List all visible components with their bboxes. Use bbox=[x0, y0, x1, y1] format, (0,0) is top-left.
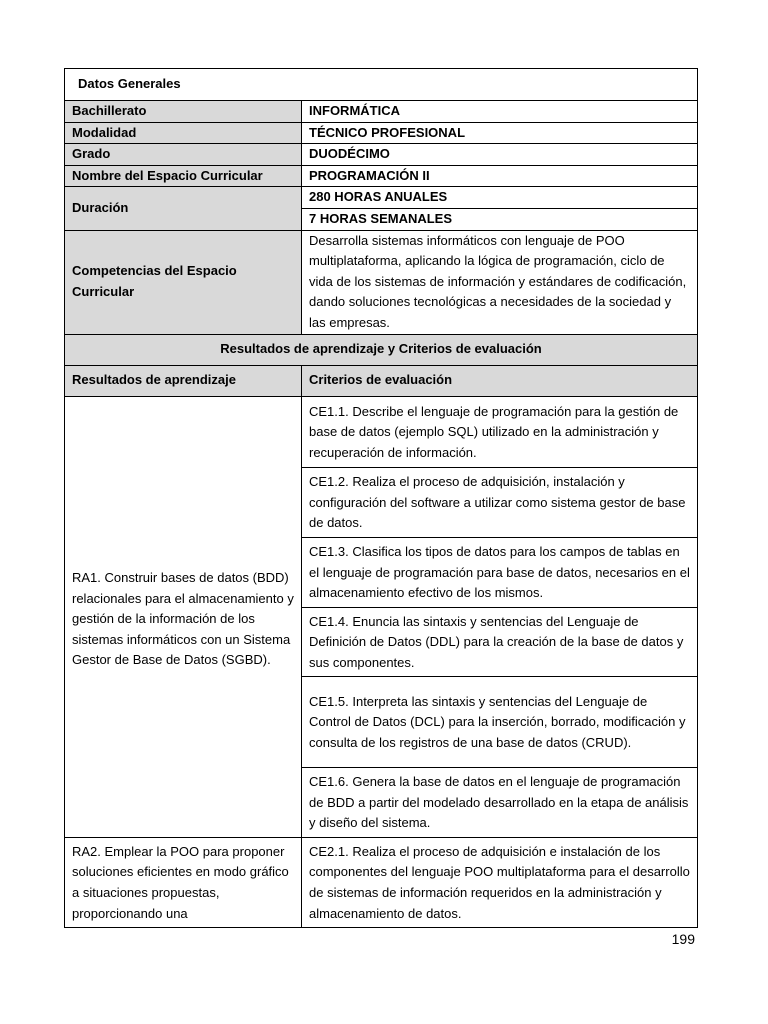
competencias-value: Desarrolla sistemas informáticos con lenguaje de POO multiplataforma, aplicando la lógica de programación, ciclo de vida de los sistemas de información y estándares de codificación, dando soluciones tecnológicas a necesidades de la sociedad y las empresas. bbox=[302, 230, 698, 334]
table-row bbox=[65, 396, 698, 467]
bachillerato-label: Bachillerato bbox=[65, 101, 302, 123]
datos-generales-header bbox=[65, 69, 698, 101]
duracion-semanal: 7 HORAS SEMANALES bbox=[302, 208, 698, 230]
section-title: Resultados de aprendizaje y Criterios de evaluación bbox=[65, 334, 698, 365]
row-duracion bbox=[65, 187, 698, 209]
ra1-text: RA1. Construir bases de datos (BDD) relacionales para el almacenamiento y gestión de la información de los sistemas informáticos con un Sistema Gestor de Base de Datos (SGBD). bbox=[65, 396, 302, 837]
col-header-criterios: Criterios de evaluación bbox=[302, 365, 698, 396]
ce1-1: CE1.1. Describe el lenguaje de programación para la gestión de base de datos (ejemplo SQL) utilizado en la administración y recuperación de información. bbox=[302, 396, 698, 467]
competencias-label bbox=[65, 230, 302, 334]
ra2-text: RA2. Emplear la POO para proponer soluciones eficientes en modo gráfico a situaciones propuestas, proporcionando una bbox=[65, 837, 302, 927]
duracion-anual: 280 HORAS ANUALES bbox=[302, 187, 698, 209]
modalidad-value: TÉCNICO PROFESIONAL bbox=[302, 122, 698, 144]
row-grado bbox=[65, 144, 698, 166]
row-bachillerato bbox=[65, 101, 698, 123]
col-header-resultados: Resultados de aprendizaje bbox=[65, 365, 302, 396]
competencias-label-text: Competencias del Espacio Curricular bbox=[72, 263, 237, 300]
ce1-3: CE1.3. Clasifica los tipos de datos para los campos de tablas en el lenguaje de programación para base de datos, necesarios en el almacenamiento efectivo de los mismos. bbox=[302, 537, 698, 607]
modalidad-label: Modalidad bbox=[65, 122, 302, 144]
curriculum-table bbox=[64, 68, 698, 928]
table-row bbox=[65, 837, 698, 927]
datos-generales-title: Datos Generales bbox=[78, 76, 181, 92]
row-competencias bbox=[65, 230, 698, 334]
duracion-label: Duración bbox=[65, 187, 302, 230]
ce1-2: CE1.2. Realiza el proceso de adquisición, instalación y configuración del software a utilizar como sistema gestor de base de datos. bbox=[302, 467, 698, 537]
row-section-title bbox=[65, 334, 698, 365]
row-espacio-curricular bbox=[65, 165, 698, 187]
espacio-curricular-value: PROGRAMACIÓN II bbox=[302, 165, 698, 187]
page-number: 199 bbox=[671, 931, 695, 947]
ce2-1: CE2.1. Realiza el proceso de adquisición e instalación de los componentes del lenguaje POO multiplataforma para el desarrollo de sistemas de información requeridos en la administración y almacenamiento de datos. bbox=[302, 837, 698, 927]
grado-value: DUODÉCIMO bbox=[302, 144, 698, 166]
ce1-4: CE1.4. Enuncia las sintaxis y sentencias del Lenguaje de Definición de Datos (DDL) para la creación de la base de datos y sus componentes. bbox=[302, 607, 698, 676]
espacio-curricular-label: Nombre del Espacio Curricular bbox=[65, 165, 302, 187]
row-modalidad bbox=[65, 122, 698, 144]
ce1-5: CE1.5. Interpreta las sintaxis y sentencias del Lenguaje de Control de Datos (DCL) para la inserción, borrado, modificación y consulta de los registros de una base de datos (CRUD). bbox=[302, 676, 698, 767]
bachillerato-value: INFORMÁTICA bbox=[302, 101, 698, 123]
grado-label: Grado bbox=[65, 144, 302, 166]
ce1-6: CE1.6. Genera la base de datos en el lenguaje de programación de BDD a partir del modelado desarrollado en la etapa de análisis y diseño del sistema. bbox=[302, 767, 698, 837]
row-column-headers bbox=[65, 365, 698, 396]
